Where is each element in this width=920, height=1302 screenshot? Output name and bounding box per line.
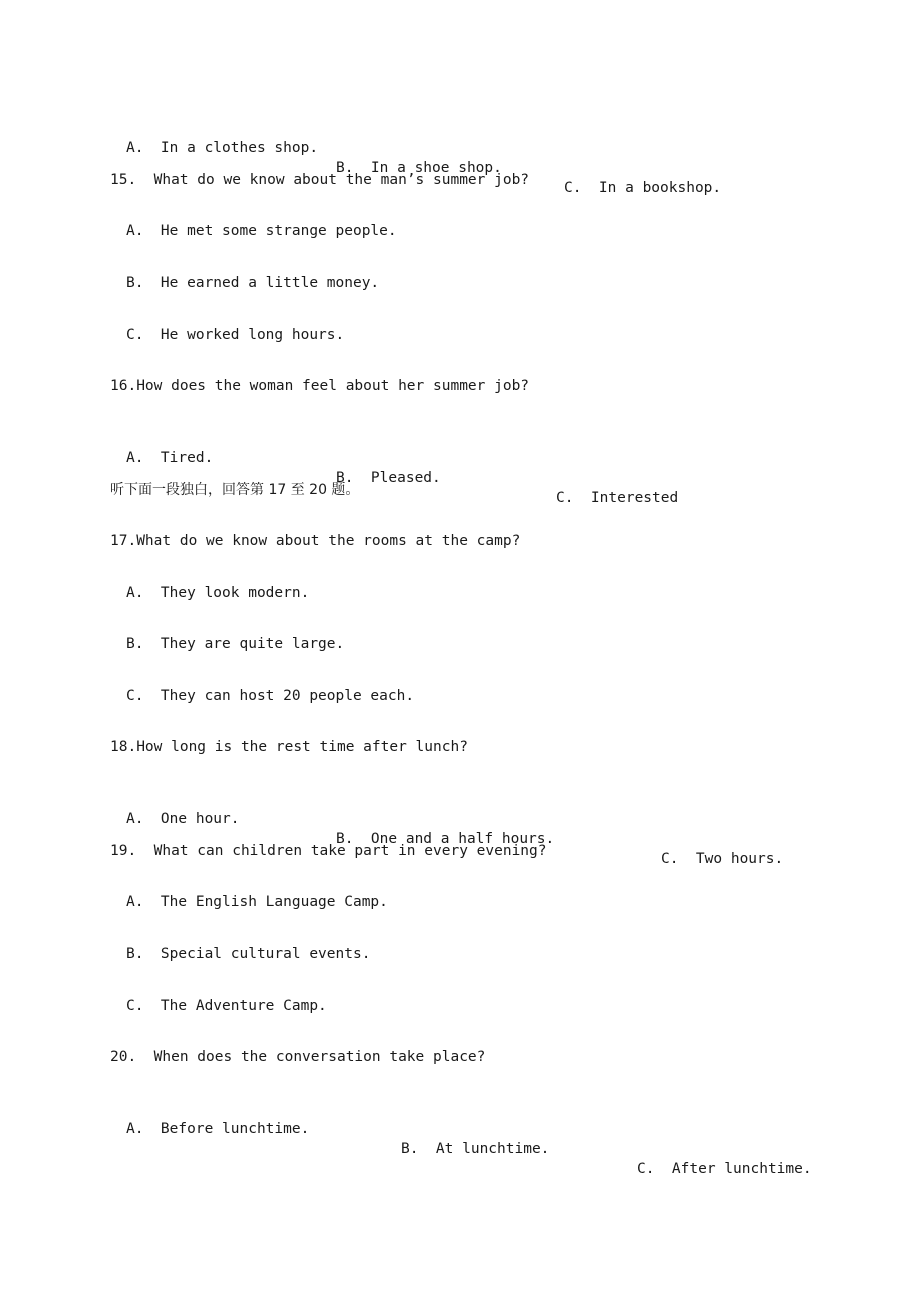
q20-option-c[interactable]: C. After lunchtime. <box>637 1161 812 1177</box>
q18-option-a[interactable]: A. One hour. <box>126 811 240 827</box>
q14-option-a[interactable]: A. In a clothes shop. <box>126 140 319 156</box>
q15-option-a[interactable]: A. He met some strange people. <box>126 223 397 239</box>
q19-option-b[interactable]: B. Special cultural events. <box>126 946 371 962</box>
q19-option-c[interactable]: C. The Adventure Camp. <box>126 998 327 1014</box>
q19-question: 19. What can children take part in every evening? <box>110 843 547 859</box>
q20-question: 20. When does the conversation take place? <box>110 1049 486 1065</box>
q20-option-a[interactable]: A. Before lunchtime. <box>126 1121 310 1137</box>
q18-option-c[interactable]: C. Two hours. <box>661 851 784 867</box>
q14-option-b[interactable]: B. In a shoe shop. <box>336 160 502 176</box>
q16-option-a[interactable]: A. Tired. <box>126 450 214 466</box>
q16-option-c[interactable]: C. Interested <box>556 490 679 506</box>
q15-option-c[interactable]: C. He worked long hours. <box>126 327 345 343</box>
q19-option-a[interactable]: A. The English Language Camp. <box>126 894 388 910</box>
q16-option-b[interactable]: B. Pleased. <box>336 470 441 486</box>
q16-question: 16.How does the woman feel about her summer job? <box>110 378 530 394</box>
q20-options-row <box>0 1099 812 1179</box>
q17-option-a[interactable]: A. They look modern. <box>126 585 310 601</box>
q14-option-c[interactable]: C. In a bookshop. <box>564 180 722 196</box>
q17-question: 17.What do we know about the rooms at the camp? <box>110 533 521 549</box>
q20-option-b[interactable]: B. At lunchtime. <box>401 1141 550 1157</box>
q17-option-b[interactable]: B. They are quite large. <box>126 636 345 652</box>
q15-question: 15. What do we know about the man’s summer job? <box>110 172 530 188</box>
q17-option-c[interactable]: C. They can host 20 people each. <box>126 688 415 704</box>
q18-option-b[interactable]: B. One and a half hours. <box>336 831 555 847</box>
q18-question: 18.How long is the rest time after lunch? <box>110 739 468 755</box>
q15-option-b[interactable]: B. He earned a little money. <box>126 275 380 291</box>
section-instruction: 听下面一段独白，回答第 17 至 20 题。 <box>110 482 360 498</box>
